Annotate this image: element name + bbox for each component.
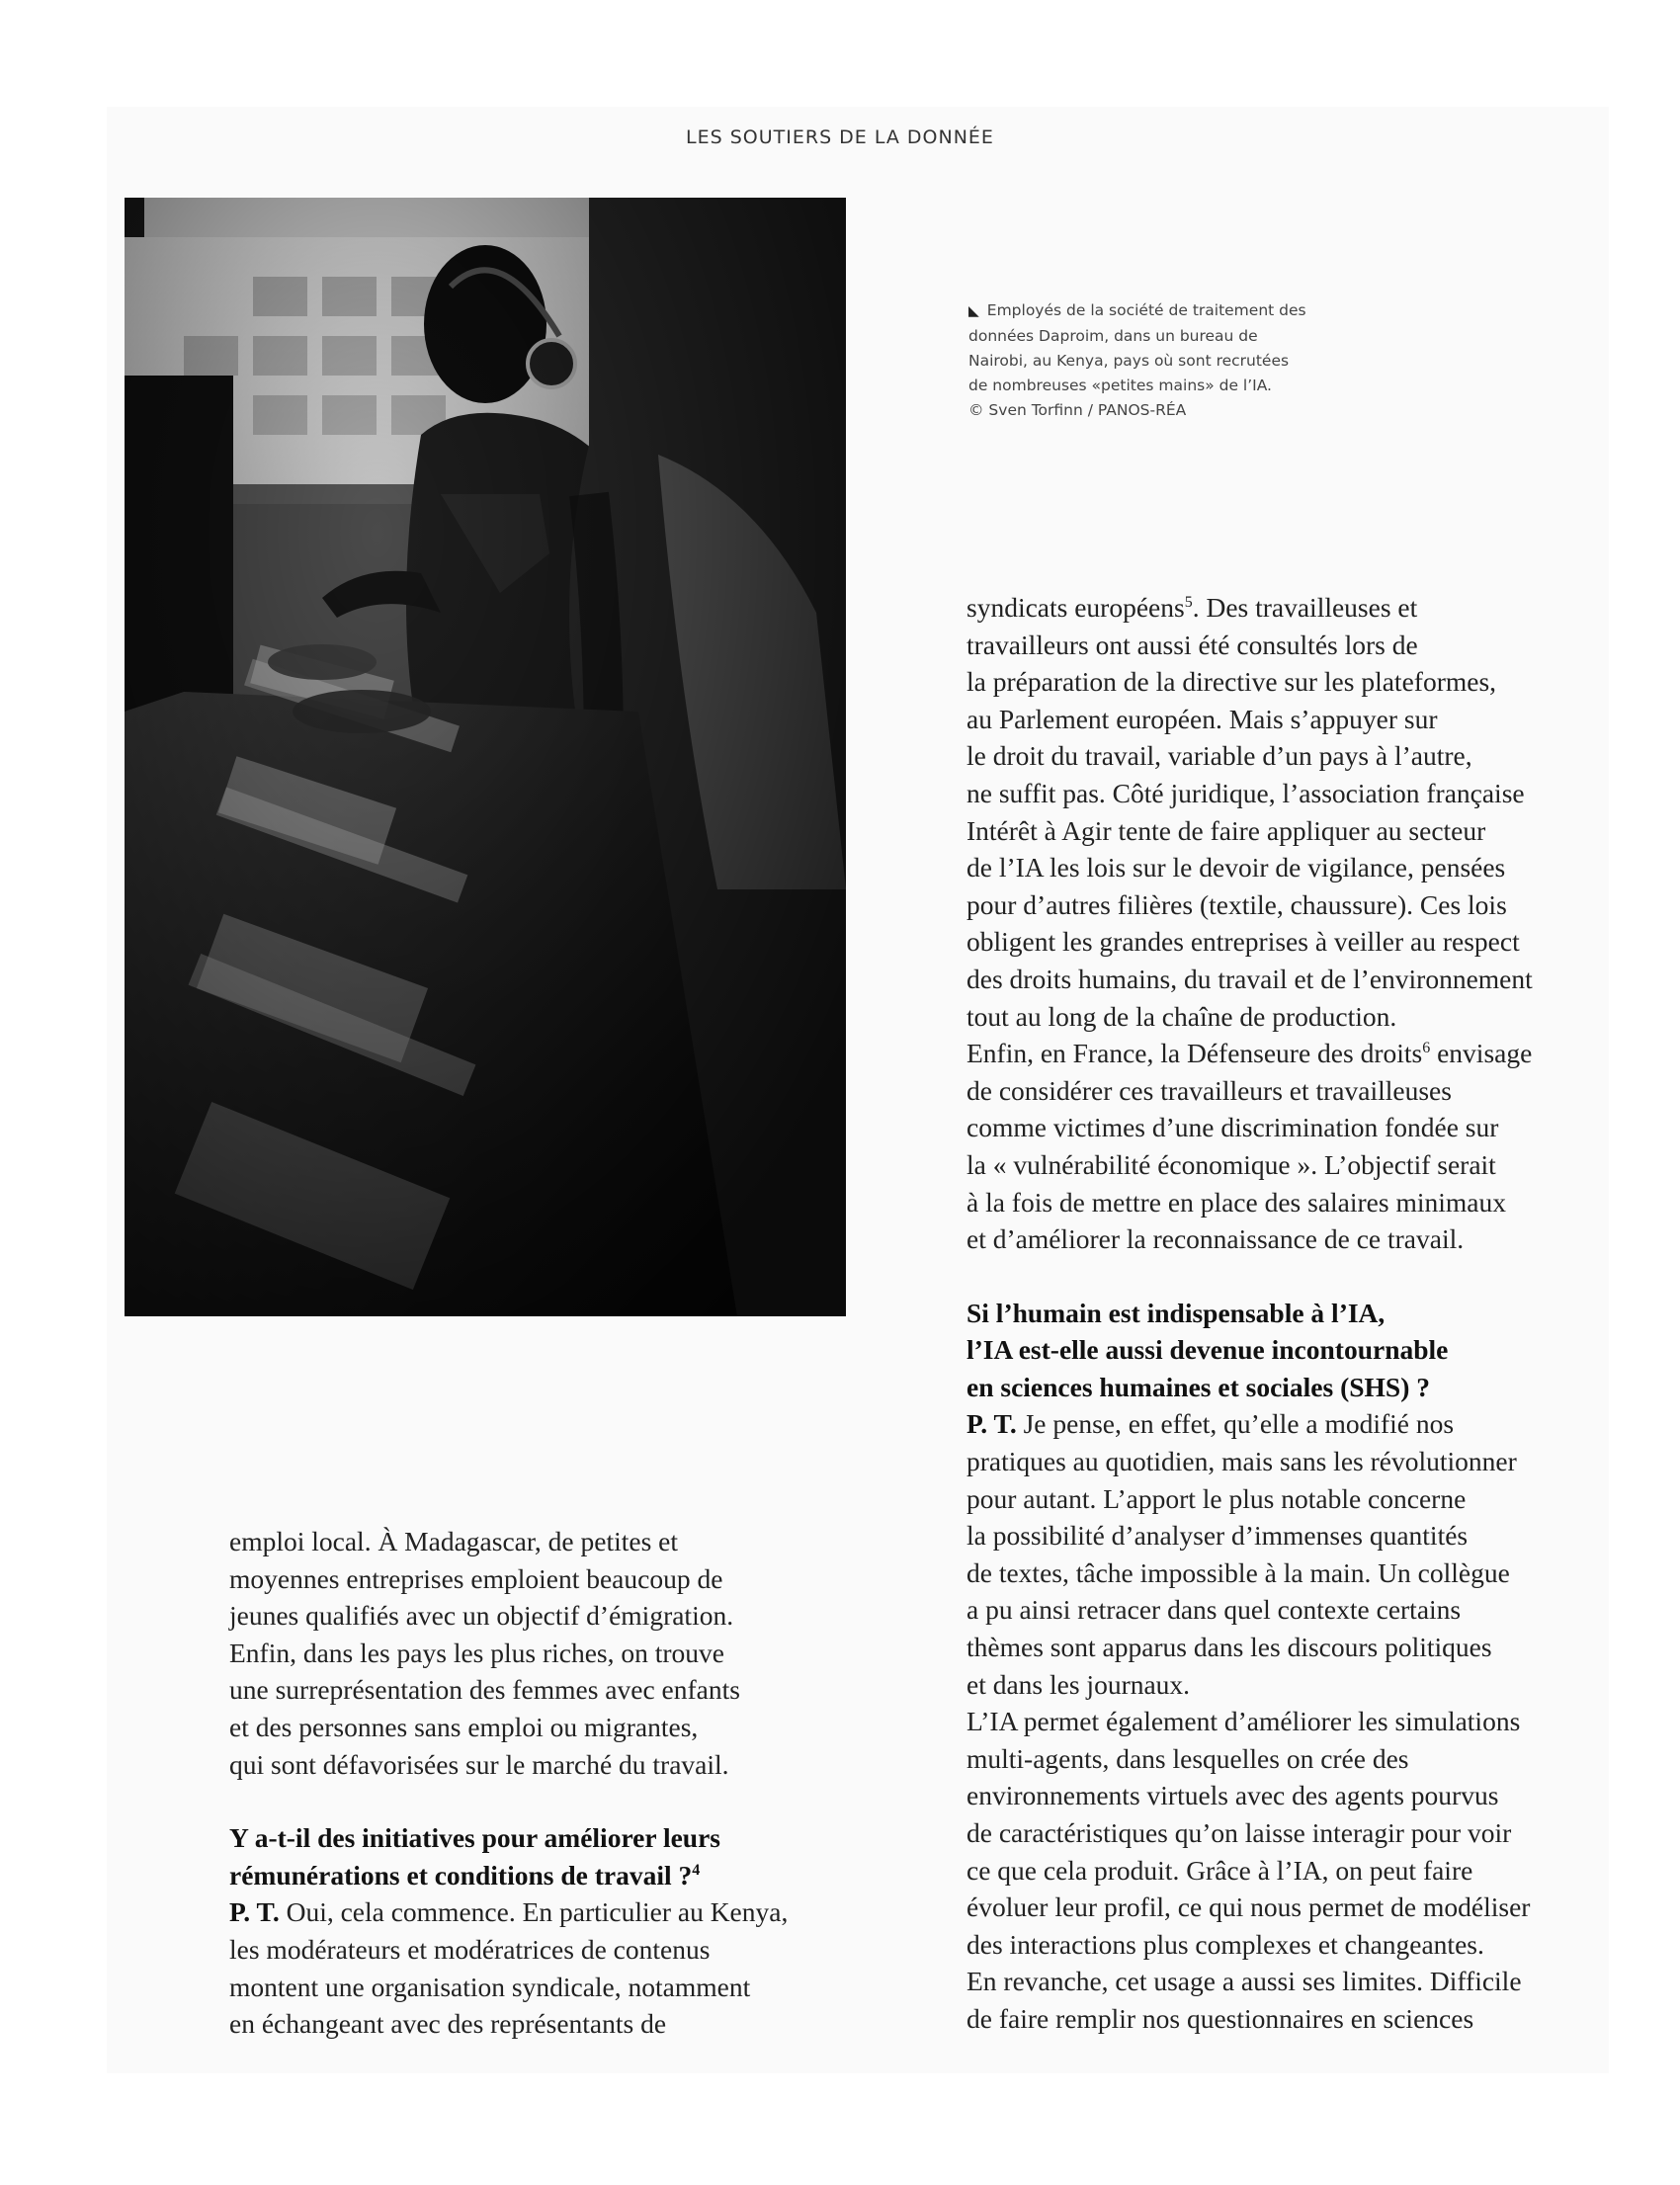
caption-line: ◣ Employés de la société de traitement des — [968, 301, 1306, 319]
text-line: et d’améliorer la reconnaissance de ce travail. — [966, 1223, 1465, 1255]
question-line: Si l’humain est indispensable à l’IA, — [966, 1297, 1386, 1328]
text-line: a pu ainsi retracer dans quel contexte certains — [966, 1594, 1462, 1626]
text-line: En revanche, cet usage a aussi ses limites. Difficile — [966, 1966, 1522, 1997]
text-line: les modérateurs et modératrices de contenus — [229, 1933, 711, 1965]
text-line: emploi local. À Madagascar, de petites et — [229, 1526, 679, 1556]
text-line: moyennes entreprises emploient beaucoup de — [229, 1562, 723, 1594]
caption-arrow-icon: ◣ — [968, 303, 979, 319]
photo-of-workers — [125, 198, 846, 1316]
text-line: pratiques au quotidien, mais sans les révolutionner — [966, 1446, 1517, 1477]
text-line: Enfin, en France, la Défenseure des droits$^6$ envisage — [966, 1038, 1533, 1069]
text-line: multi-agents, dans lesquelles on crée des — [966, 1742, 1409, 1774]
text-line: de textes, tâche impossible à la main. Un collègue — [966, 1556, 1510, 1588]
right-column — [966, 589, 1559, 2038]
text-line: et dans les journaux. — [966, 1668, 1191, 1700]
text-line: travailleurs ont aussi été consultés lors de — [966, 629, 1418, 660]
text-line: ce que cela produit. Grâce à l’IA, on peut faire — [966, 1854, 1473, 1886]
text-line: comme victimes d’une discrimination fondée sur — [966, 1112, 1499, 1143]
text-line: pour autant. L’apport le plus notable concerne — [966, 1482, 1467, 1514]
question-line: rémunérations et conditions de travail ?$^4$ — [229, 1859, 701, 1891]
text-line: thèmes sont apparus dans les discours politiques — [966, 1632, 1492, 1663]
question-line: Y a-t-il des initiatives pour améliorer leurs — [229, 1822, 720, 1854]
text-line: ne suffit pas. Côté juridique, l’association française — [966, 777, 1525, 808]
text-line: de considérer ces travailleurs et travailleuses — [966, 1074, 1452, 1106]
footnote-ref: 5 — [1184, 593, 1193, 611]
footnote-ref: 6 — [1422, 1039, 1431, 1056]
question-line: en sciences humaines et sociales (SHS) ? — [966, 1371, 1431, 1402]
caption-line: données Daproim, dans un bureau de — [968, 327, 1258, 345]
text-line: tout au long de la chaîne de production. — [966, 1000, 1397, 1032]
text-line: pour d’autres filières (textile, chaussure). Ces lois — [966, 888, 1507, 920]
text-line: la « vulnérabilité économique ». L’objectif serait — [966, 1148, 1496, 1180]
text-line: syndicats européens$^5$. Des travailleuses et — [966, 592, 1418, 623]
text-line: P. T. Oui, cela commence. En particulier au Kenya, — [229, 1896, 789, 1928]
text-line: L’IA permet également d’améliorer les simulations — [966, 1706, 1521, 1737]
caption-line: Nairobi, au Kenya, pays où sont recrutées — [968, 352, 1290, 370]
text-line: et des personnes sans emploi ou migrantes, — [229, 1711, 699, 1742]
text-line: une surreprésentation des femmes avec enfants — [229, 1674, 740, 1706]
text-line: la préparation de la directive sur les plateformes, — [966, 666, 1497, 698]
text-line: Enfin, dans les pays les plus riches, on trouve — [229, 1637, 725, 1668]
text-line: environnements virtuels avec des agents pourvus — [966, 1780, 1499, 1811]
text-line: de faire remplir nos questionnaires en sciences — [966, 2002, 1474, 2034]
text-line: au Parlement européen. Mais s’appuyer sur — [966, 703, 1438, 734]
text-line: en échangeant avec des représentants de — [229, 2008, 667, 2040]
text-line: à la fois de mettre en place des salaires minimaux — [966, 1186, 1506, 1218]
text-line: jeunes qualifiés avec un objectif d’émigration. — [229, 1600, 734, 1632]
text-line: des droits humains, du travail et de l’environnement — [966, 963, 1533, 994]
photo-credit: © Sven Torfinn / PANOS-RÉA — [968, 401, 1187, 419]
speaker-initials: P. T. — [966, 1408, 1017, 1440]
text-line: évoluer leur profil, ce qui nous permet de modéliser — [966, 1891, 1531, 1923]
caption-line: de nombreuses «petites mains» de l’IA. — [968, 377, 1272, 394]
text-line: de l’IA les lois sur le devoir de vigilance, pensées — [966, 852, 1506, 883]
photo-caption — [968, 298, 1344, 423]
text-line: qui sont défavorisées sur le marché du travail. — [229, 1748, 729, 1780]
text-line: des interactions plus complexes et changeantes. — [966, 1928, 1484, 1960]
text-line: montent une organisation syndicale, notamment — [229, 1971, 751, 2002]
text-line: le droit du travail, variable d’un pays à l’autre, — [966, 740, 1472, 772]
text-line: P. T. Je pense, en effet, qu’elle a modifié nos — [966, 1408, 1455, 1440]
text-line: obligent les grandes entreprises à veiller au respect — [966, 926, 1520, 958]
left-column — [229, 1523, 822, 2043]
text-line: la possibilité d’analyser d’immenses quantités — [966, 1520, 1469, 1552]
speaker-initials: P. T. — [229, 1896, 280, 1928]
running-header: LES SOUTIERS DE LA DONNÉE — [686, 126, 994, 148]
text-line: de caractéristiques qu’on laisse interagir pour voir — [966, 1817, 1512, 1848]
question-line: l’IA est-elle aussi devenue incontournable — [966, 1334, 1449, 1366]
text-line: Intérêt à Agir tente de faire appliquer au secteur — [966, 814, 1486, 846]
footnote-ref: 4 — [692, 1861, 701, 1879]
